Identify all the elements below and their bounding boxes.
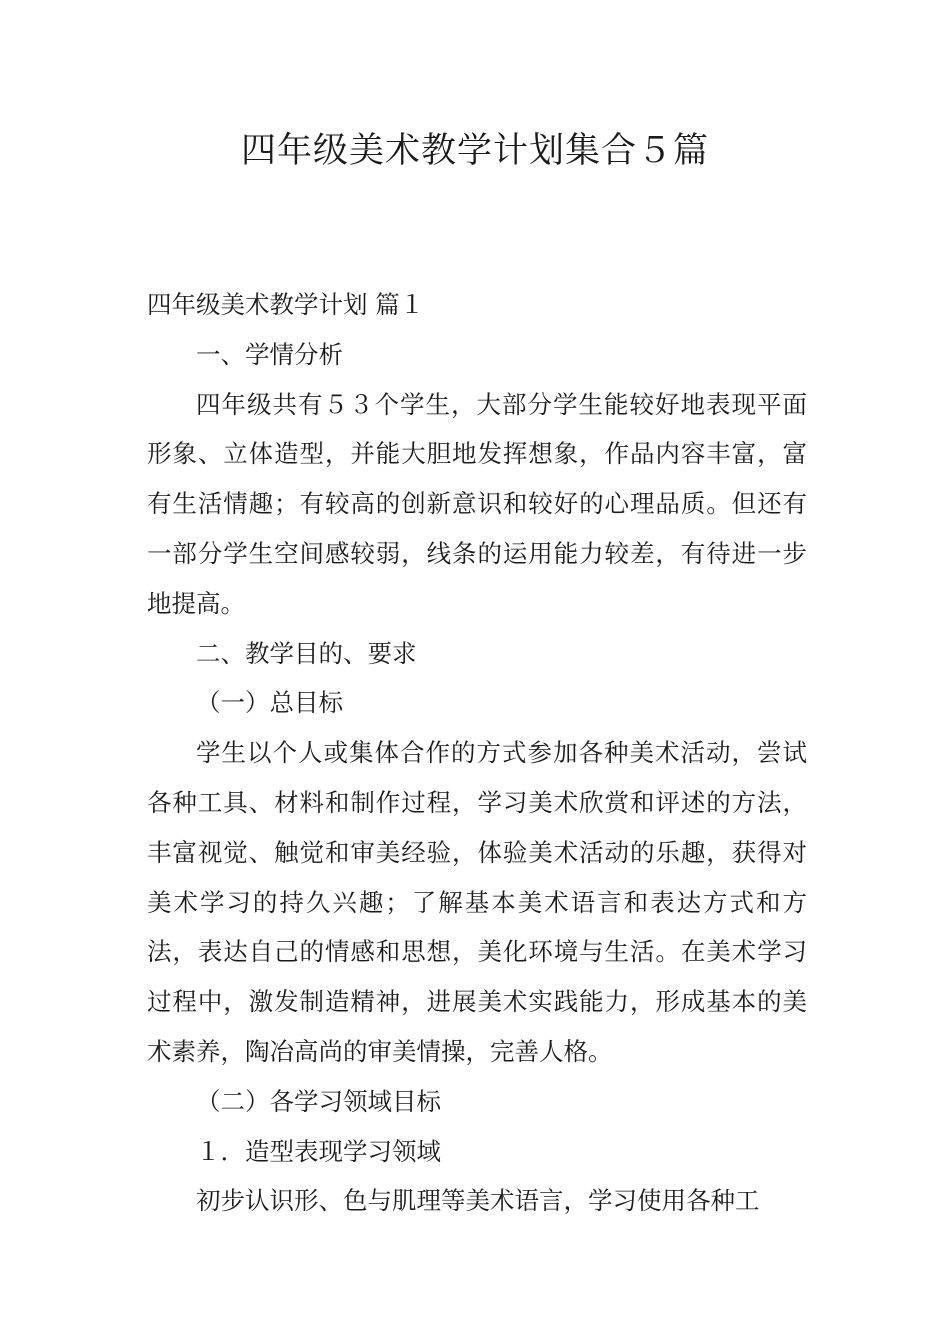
document-body <box>147 280 807 1226</box>
paragraph-learning-analysis: 四年级共有５３个学生，大部分学生能较好地表现平面形象、立体造型，并能大胆地发挥想象，作品内容丰富，富有生活情趣；有较高的创新意识和较好的心理品质。但还有一部分学生空间感较弱，线条的运用能力较差，有待进一步地提高。 <box>147 389 807 618</box>
subheading-domain-goals: （二）各学习领域目标 <box>196 1086 441 1116</box>
heading-teaching-goals: 二、教学目的、要求 <box>196 638 417 668</box>
list-item-modeling-domain: １．造型表现学习领域 <box>196 1136 441 1166</box>
document-title: 四年级美术教学计划集合５篇 <box>240 131 709 171</box>
subheading-overall-goal: （一）总目标 <box>196 688 343 718</box>
heading-learning-analysis: 一、学情分析 <box>196 339 343 369</box>
paragraph-overall-goal: 学生以个人或集体合作的方式参加各种美术活动，尝试各种工具、材料和制作过程，学习美术欣赏和评述的方法，丰富视觉、触觉和审美经验，体验美术活动的乐趣，获得对美术学习的持久兴趣；了解基本美术语言和表达方式和方法，表达自己的情感和思想，美化环境与生活。在美术学习过程中，激发制造精神，进展美术实践能力，形成基本的美术素养，陶冶高尚的审美情操，完善人格。 <box>147 738 807 1066</box>
paragraph-modeling-domain: 初步认识形、色与肌理等美术语言，学习使用各种工 <box>196 1186 760 1216</box>
section-heading: 四年级美术教学计划 篇１ <box>147 290 425 319</box>
